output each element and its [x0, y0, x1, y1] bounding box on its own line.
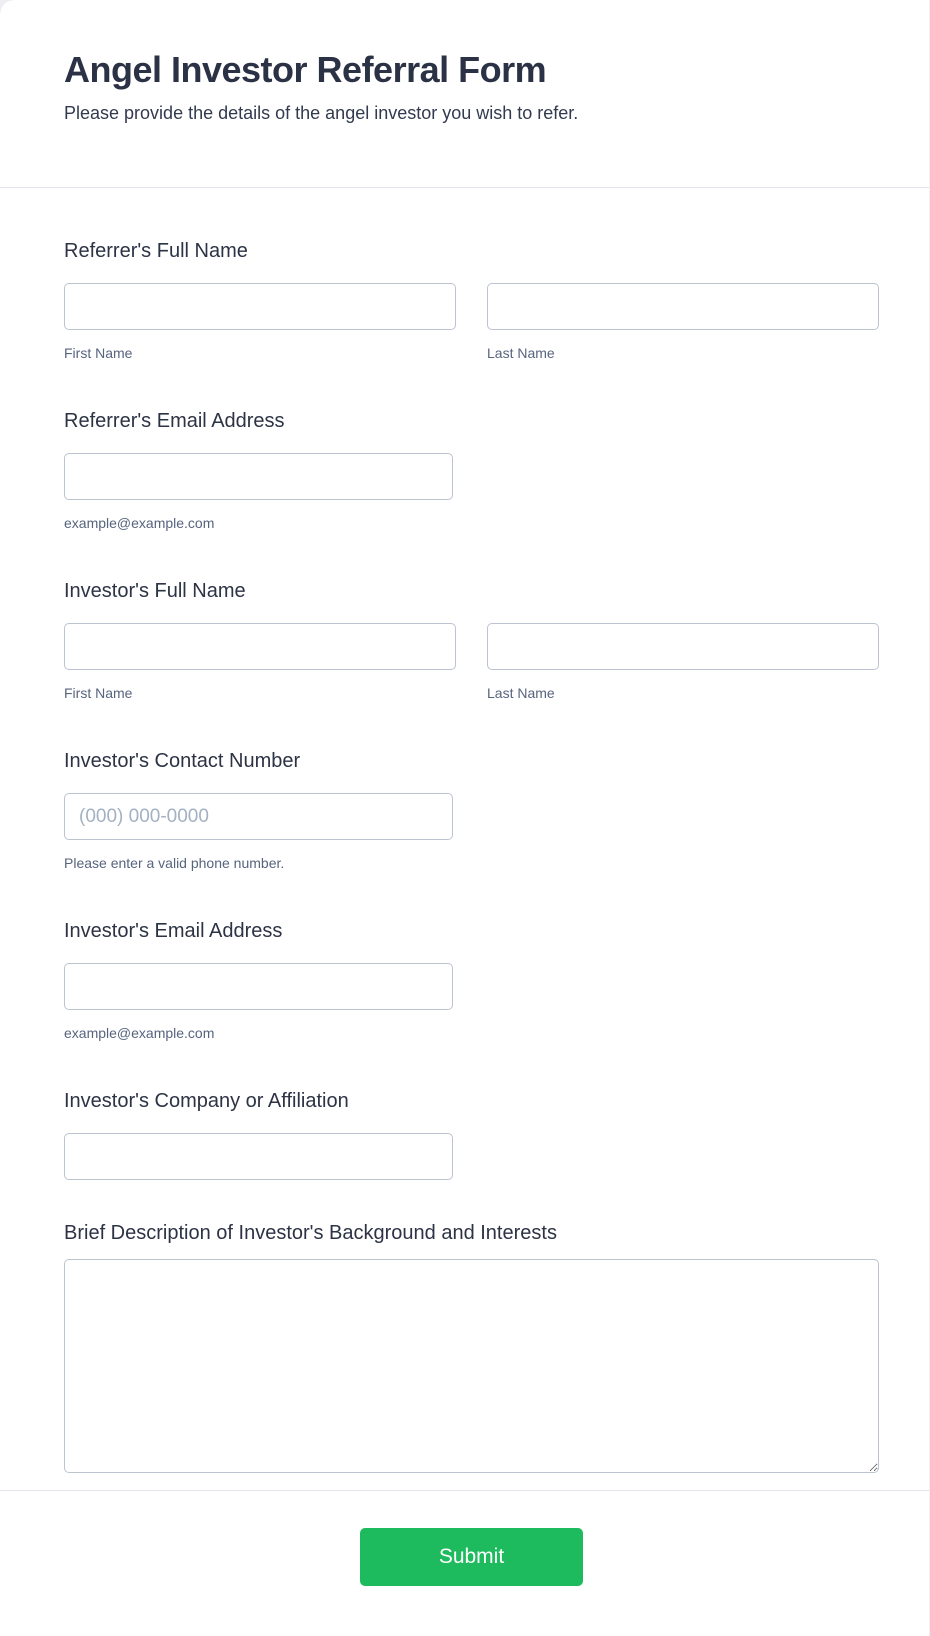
investor-first-name-input[interactable]	[64, 623, 456, 670]
referrer-last-name-input[interactable]	[487, 283, 879, 330]
referrer-email-input[interactable]	[64, 453, 453, 500]
first-name-sublabel: First Name	[64, 345, 133, 361]
form-header	[0, 0, 929, 188]
email-example-sublabel: example@example.com	[64, 515, 215, 531]
field-referrer-email	[64, 410, 879, 532]
investor-company-input[interactable]	[64, 1133, 453, 1180]
page-title: Angel Investor Referral Form	[64, 49, 547, 90]
phone-hint-sublabel: Please enter a valid phone number.	[64, 855, 285, 871]
name-input-row	[64, 283, 879, 362]
field-label: Investor's Full Name	[64, 580, 246, 602]
spacer	[64, 188, 878, 240]
last-name-sublabel: Last Name	[487, 345, 555, 361]
field-investor-full-name	[64, 580, 879, 702]
field-investor-description	[64, 1222, 879, 1473]
name-input-row	[64, 623, 879, 702]
form-footer	[0, 1490, 929, 1636]
field-label: Investor's Contact Number	[64, 750, 301, 772]
page-subtitle: Please provide the details of the angel investor you wish to refer.	[64, 103, 579, 123]
field-label: Referrer's Email Address	[64, 410, 285, 432]
investor-description-textarea[interactable]	[64, 1259, 879, 1473]
field-label: Investor's Company or Affiliation	[64, 1090, 349, 1112]
email-example-sublabel: example@example.com	[64, 1025, 215, 1041]
referrer-first-name-input[interactable]	[64, 283, 456, 330]
investor-email-input[interactable]	[64, 963, 453, 1010]
field-label: Investor's Email Address	[64, 920, 283, 942]
field-investor-phone	[64, 750, 879, 872]
field-label: Brief Description of Investor's Background and Interests	[64, 1222, 557, 1244]
investor-last-name-input[interactable]	[487, 623, 879, 670]
submit-button[interactable]: Submit	[360, 1528, 583, 1586]
field-investor-company	[64, 1090, 879, 1180]
form-body	[0, 188, 929, 1490]
last-name-sublabel: Last Name	[487, 685, 555, 701]
investor-phone-input[interactable]	[64, 793, 453, 840]
field-investor-email	[64, 920, 879, 1042]
first-name-sublabel: First Name	[64, 685, 133, 701]
field-label: Referrer's Full Name	[64, 240, 248, 262]
field-referrer-full-name	[64, 240, 879, 362]
